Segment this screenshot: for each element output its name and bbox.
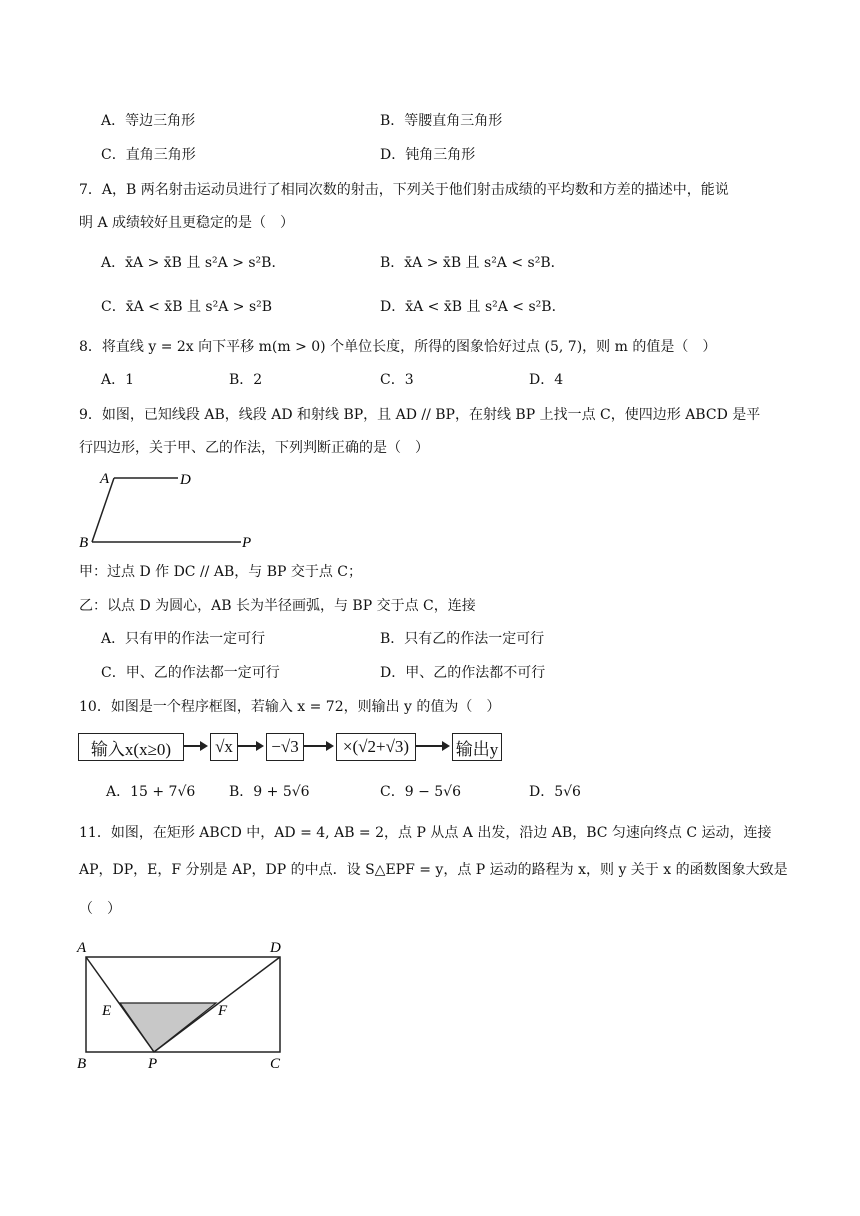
q8-option-a: A．1 [101,372,135,388]
q11-label-d: D [270,940,281,956]
q10-option-a: A．15 + 7√6 [106,784,196,800]
q10-flowchart [78,733,508,761]
q8-option-b: B．2 [229,372,263,388]
q8-option-d: D．4 [529,372,564,388]
q10-stem: 10．如图是一个程序框图，若输入 x = 72，则输出 y 的值为（ ） [79,699,501,715]
flow-box-output: 输出y [452,733,502,761]
flow-box-multiply: ×(√2+√3) [336,733,416,761]
q11-stem-line1: 11．如图，在矩形 ABCD 中，AD = 4, AB = 2，点 P 从点 A 出发，沿边 AB，BC 匀速向终点 C 运动，连接 [79,825,772,841]
q8-stem: 8．将直线 y = 2x 向下平移 m(m > 0) 个单位长度，所得的图象恰好过点 (5, 7)，则 m 的值是（ ） [79,339,717,355]
flow-arrow-1 [184,745,206,747]
flow-arrow-2 [238,745,262,747]
q9-figure [76,466,266,554]
q6-option-c: C．直角三角形 [101,147,196,163]
q9-method-jia: 甲：过点 D 作 DC // AB，与 BP 交于点 C； [79,564,363,580]
q9-method-yi: 乙：以点 D 为圆心，AB 长为半径画弧，与 BP 交于点 C，连接 [79,598,476,614]
q10-option-d: D．5√6 [529,784,581,800]
q10-option-c: C．9 − 5√6 [380,784,461,800]
q7-stem-line2: 明 A 成绩较好且更稳定的是（ ） [79,215,295,231]
flow-box-minus-sqrt3: −√3 [266,733,304,761]
q11-label-f: F [218,1003,228,1019]
q11-label-a: A [77,940,87,956]
q11-label-b: B [77,1056,87,1072]
q11-stem-line2: AP，DP，E，F 分别是 AP，DP 的中点．设 S△EPF = y，点 P 运动的路程为 x，则 y 关于 x 的函数图象大致是 [79,862,788,878]
flow-arrow-4 [416,745,448,747]
q9-option-b: B．只有乙的作法一定可行 [380,631,545,647]
q9-option-d: D．甲、乙的作法都不可行 [380,665,546,681]
q9-stem-line2: 行四边形，关于甲、乙的作法，下列判断正确的是（ ） [79,440,429,456]
q9-label-b: B [79,535,89,551]
q11-figure [74,935,294,1075]
q6-option-a: A．等边三角形 [101,113,196,129]
q11-label-c: C [270,1056,281,1072]
q10-option-b: B．9 + 5√6 [229,784,310,800]
flow-box-input: 输入x(x≥0) [78,733,184,761]
q11-label-e: E [102,1003,112,1019]
q6-option-b: B．等腰直角三角形 [380,113,503,129]
q8-option-c: C．3 [380,372,414,388]
flow-box-sqrt: √x [210,733,238,761]
triangle-epf [120,1003,216,1052]
q9-option-c: C．甲、乙的作法都一定可行 [101,665,280,681]
q9-option-a: A．只有甲的作法一定可行 [101,631,266,647]
q7-option-d: D．x̄A < x̄B 且 s²A < s²B． [380,299,566,315]
q7-stem-line1: 7．A，B 两名射击运动员进行了相同次数的射击，下列关于他们射击成绩的平均数和方差的描述中，能说 [79,182,729,198]
q7-option-c: C．x̄A < x̄B 且 s²A > s²B [101,299,273,315]
q11-label-p: P [148,1056,158,1072]
q9-label-d: D [180,472,191,488]
q7-option-a: A．x̄A > x̄B 且 s²A > s²B． [101,255,286,271]
q11-stem-line3: （ ） [79,901,121,917]
q9-label-p: P [242,535,252,551]
q7-option-b: B．x̄A > x̄B 且 s²A < s²B． [380,255,565,271]
q6-option-d: D．钝角三角形 [380,147,476,163]
q9-label-a: A [100,471,110,487]
flow-arrow-3 [304,745,332,747]
q9-stem-line1: 9．如图，已知线段 AB，线段 AD 和射线 BP，且 AD // BP，在射线 BP 上找一点 C，使四边形 ABCD 是平 [79,407,761,423]
